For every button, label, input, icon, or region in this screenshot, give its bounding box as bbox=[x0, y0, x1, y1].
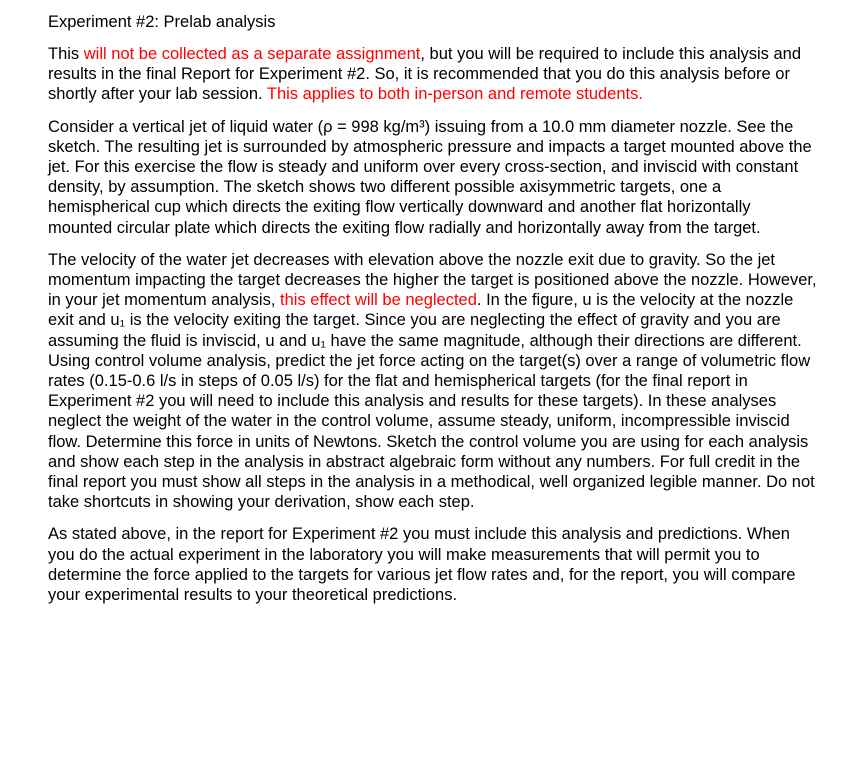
paragraph-problem-setup: Consider a vertical jet of liquid water (ρ = 998 kg/m³) issuing from a 10.0 mm diameter nozzle. See the sketch. The resulting jet is surrounded by atmospheric pressure and impacts a target mounted above the jet. For this exercise the flow is steady and uniform over every cross-section, and inviscid with constant density, by assumption. The sketch shows two different possible axisymmetric targets, one a hemispherical cup which directs the exiting flow vertically downward and another flat horizontally mounted circular plate which directs the exiting flow radially and horizontally away from the target. bbox=[48, 117, 812, 237]
para3-highlight-neglected: this effect will be neglected bbox=[280, 291, 477, 310]
para1-text-c: , but you will be required to include this analysis and results in the final Report for Experiment #2. So, it is recommended that you do this analysis before or shortly after your lab session. bbox=[48, 45, 802, 104]
page-title: Experiment #2: Prelab analysis bbox=[48, 13, 276, 31]
para3-text-a: The velocity of the water jet decreases with elevation above the nozzle exit due to gravity. So the jet momentum impacting the target decreases the higher the target is positioned above the nozzle. However, in your jet momentum analysis, bbox=[48, 250, 817, 310]
paragraph-collection-note bbox=[48, 44, 819, 105]
para1-text-a: This bbox=[48, 45, 84, 63]
paragraph-analysis-instructions bbox=[48, 250, 819, 513]
para1-highlight-not-collected: will not be collected as a separate assignment bbox=[83, 45, 421, 63]
para3-text-c: . In the figure, u is the velocity at the nozzle exit and u₁ is the velocity exiting the target. Since you are neglecting the effect of gravity and you are assuming the fluid is inviscid, u and u₁ have the same magnitude, although their directions are different. Using control volume analysis, predict the jet force acting on the target(s) over a range of volumetric flow rates (0.15-0.6 l/s in steps of 0.05 l/s) for the flat and hemispherical targets (for the final report in Experiment #2 you will need to include this analysis and results for these targets). In these analyses neglect the weight of the water in the control volume, assume steady, uniform, incompressible inviscid flow. Determine this force in units of Newtons. Sketch the control volume you are using for each analysis and show each step in the analysis in abstract algebraic form without any numbers. For full credit in the final report you must show all steps in the analysis in a methodical, well organized legible manner. Do not take shortcuts in showing your derivation, show each step. bbox=[48, 291, 815, 512]
para1-highlight-applies: This applies to both in-person and remote students. bbox=[266, 85, 643, 104]
paragraph-report-note: As stated above, in the report for Experiment #2 you must include this analysis and predictions. When you do the actual experiment in the laboratory you will make measurements that will permit you to determine the force applied to the targets for various jet flow rates and, for the report, you will compare your experimental results to your theoretical predictions. bbox=[48, 525, 796, 605]
